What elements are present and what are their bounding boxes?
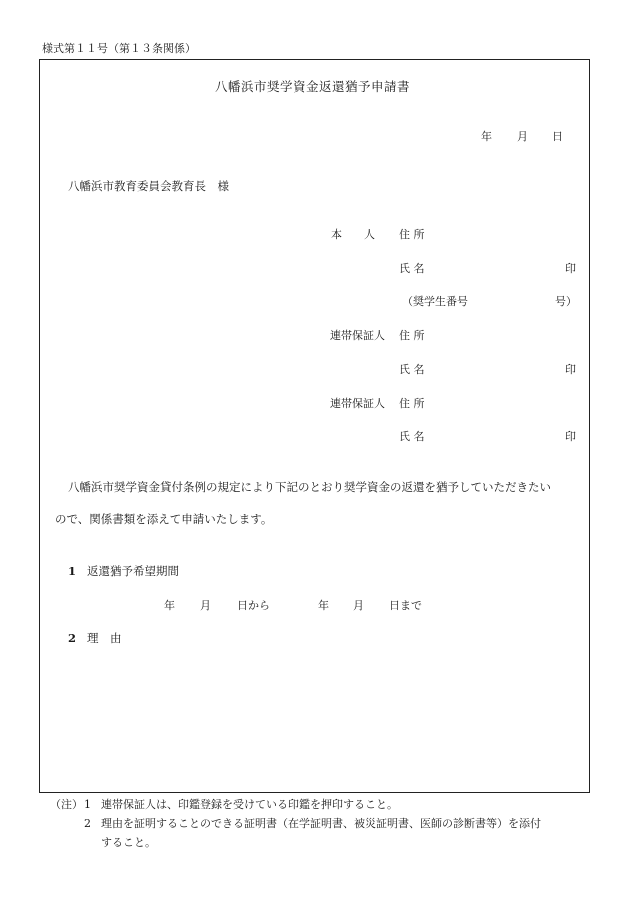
period-from-month[interactable]: 月 [200,599,211,612]
period-from-day[interactable]: 日から [237,599,270,612]
applicant-name-label: 氏 名 [399,262,425,275]
form-title: 八幡浜市奨学資金返還猶予申請書 [215,79,411,94]
statement-line-1: 八幡浜市奨学資金貸付条例の規定により下記のとおり奨学資金の返還を猶予していただきたい [68,480,551,494]
date-day[interactable]: 日 [552,130,563,143]
applicant-address-label: 住 所 [399,228,425,241]
note2-text-line1: 理由を証明することのできる証明書（在学証明書、被災証明書、医師の診断書等）を添付 [101,817,541,830]
period-from-year[interactable]: 年 [164,599,175,612]
period-to-day[interactable]: 日まで [389,599,422,612]
notes-prefix: （注） [50,798,83,811]
guarantor1-role: 連帯保証人 [330,329,385,342]
guarantor2-role: 連帯保証人 [330,397,385,410]
note1-number: 1 [84,798,91,811]
student-number-close: 号） [555,295,577,308]
guarantor1-seal: 印 [565,363,576,376]
student-number-open: （奨学生番号 [402,295,468,308]
guarantor1-name-label: 氏 名 [399,363,425,376]
form-number: 様式第１１号（第１３条関係） [42,42,196,55]
reason-field[interactable] [60,655,570,775]
period-to-year[interactable]: 年 [318,599,329,612]
note2-number: 2 [84,817,91,830]
note2-text-line2: すること。 [101,836,156,849]
guarantor1-address-label: 住 所 [399,329,425,342]
statement-line-2: ので、関係書類を添えて申請いたします。 [55,512,273,526]
section1-number: 1 [68,564,77,578]
section1-label: 返還猶予希望期間 [87,564,179,578]
guarantor2-address-label: 住 所 [399,397,425,410]
addressee: 八幡浜市教育委員会教育長 様 [68,179,229,193]
section2-number: 2 [68,631,77,645]
guarantor2-seal: 印 [565,430,576,443]
section2-label: 理 由 [87,631,122,645]
note1-text: 連帯保証人は、印鑑登録を受けている印鑑を押印すること。 [101,798,398,811]
applicant-role: 本 人 [331,228,375,241]
date-month[interactable]: 月 [517,130,528,143]
applicant-seal: 印 [565,262,576,275]
period-to-month[interactable]: 月 [353,599,364,612]
date-year[interactable]: 年 [481,130,492,143]
guarantor2-name-label: 氏 名 [399,430,425,443]
